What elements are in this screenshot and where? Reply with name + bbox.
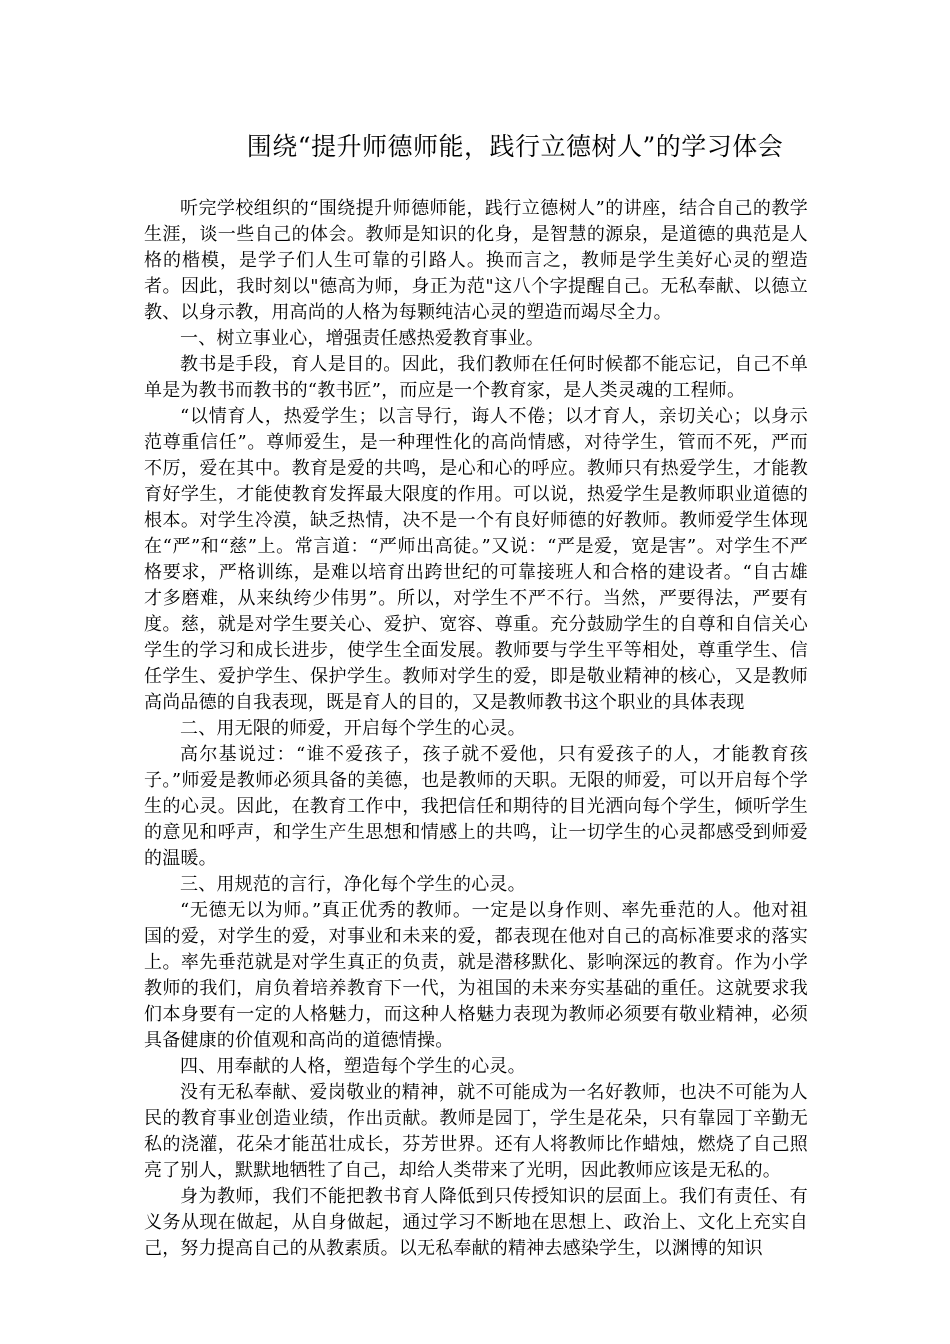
section-heading-3: 三、用规范的言行，净化每个学生的心灵。 xyxy=(180,874,526,895)
intro-paragraph: 听完学校组织的“围绕提升师德师能，践行立德树人”的讲座，结合自己的教学生涯，谈一些自己的体会。教师是知识的化身，是智慧的源泉，是道德的典范是人格的楷模，是学子们人生可靠的引路人。换而言之，教师是学生美好心灵的塑造者。因此，我时刻以"德高为师，身正为范"这八个字提醒自己。无私奉献、以德立教、以身示教，用高尚的人格为每颗纯洁心灵的塑造而竭尽全力。 xyxy=(144,198,808,323)
section-heading-2: 二、用无限的师爱，开启每个学生的心灵。 xyxy=(180,718,526,739)
body-paragraph: “无德无以为师。”真正优秀的教师。一定是以身作则、率先垂范的人。他对祖国的爱，对学生的爱，对事业和未来的爱，都表现在他对自己的高标准要求的落实上。率先垂范就是对学生真正的负责，就是潜移默化、影响深远的教育。作为小学教师的我们，肩负着培养教育下一代，为祖国的未来夯实基础的重任。这就要求我们本身要有一定的人格魅力，而这种人格魅力表现为教师必须要有敬业精神，必须具备健康的价值观和高尚的道德情操。 xyxy=(144,900,808,1051)
document-body xyxy=(144,196,808,1262)
body-paragraph: 身为教师，我们不能把教书育人降低到只传授知识的层面上。我们有责任、有义务从现在做起，从自身做起，通过学习不断地在思想上、政治上、文化上充实自己，努力提高自己的从教素质。以无私奉献的精神去感染学生，以渊博的知识 xyxy=(144,1186,808,1259)
section-heading-1: 一、树立事业心，增强责任感热爱教育事业。 xyxy=(180,328,544,349)
section-heading-4: 四、用奉献的人格，塑造每个学生的心灵。 xyxy=(180,1056,526,1077)
body-paragraph: 高尔基说过：“谁不爱孩子，孩子就不爱他，只有爱孩子的人，才能教育孩子。”师爱是教师必须具备的美德，也是教师的天职。无限的师爱，可以开启每个学生的心灵。因此，在教育工作中，我把信任和期待的目光洒向每个学生，倾听学生的意见和呼声，和学生产生思想和情感上的共鸣，让一切学生的心灵都感受到师爱的温暖。 xyxy=(144,744,808,869)
document-title: 围绕“提升师德师能，践行立德树人”的学习体会 xyxy=(246,132,784,161)
body-paragraph: “以情育人，热爱学生；以言导行，诲人不倦；以才育人，亲切关心；以身示范尊重信任”。尊师爱生，是一种理性化的高尚情感，对待学生，管而不死，严而不厉，爱在其中。教育是爱的共鸣，是心和心的呼应。教师只有热爱学生，才能教育好学生，才能使教育发挥最大限度的作用。可以说，热爱学生是教师职业道德的根本。对学生冷漠，缺乏热情，决不是一个有良好师德的好教师。教师爱学生体现在“严”和“慈”上。常言道：“严师出高徒。”又说：“严是爱，宽是害”。对学生不严格要求，严格训练，是难以培育出跨世纪的可靠接班人和合格的建设者。“自古雄才多磨难，从来纨绔少伟男”。所以，对学生不严不行。当然，严要得法，严要有度。慈，就是对学生要关心、爱护、宽容、尊重。充分鼓励学生的自尊和自信关心学生的学习和成长进步，使学生全面发展。教师要与学生平等相处，尊重学生、信任学生、爱护学生、保护学生。教师对学生的爱，即是敬业精神的核心，又是教师高尚品德的自我表现，既是育人的目的，又是教师教书这个职业的具体表现 xyxy=(144,406,808,713)
body-paragraph: 没有无私奉献、爱岗敬业的精神，就不可能成为一名好教师，也决不可能为人民的教育事业创造业绩，作出贡献。教师是园丁，学生是花朵，只有靠园丁辛勤无私的浇灌，花朵才能茁壮成长，芬芳世界。还有人将教师比作蜡烛，燃烧了自己照亮了别人，默默地牺牲了自己，却给人类带来了光明，因此教师应该是无私的。 xyxy=(144,1082,808,1181)
body-paragraph: 教书是手段，育人是目的。因此，我们教师在任何时候都不能忘记，自己不单单是为教书而教书的“教书匠”，而应是一个教育家，是人类灵魂的工程师。 xyxy=(144,354,808,401)
